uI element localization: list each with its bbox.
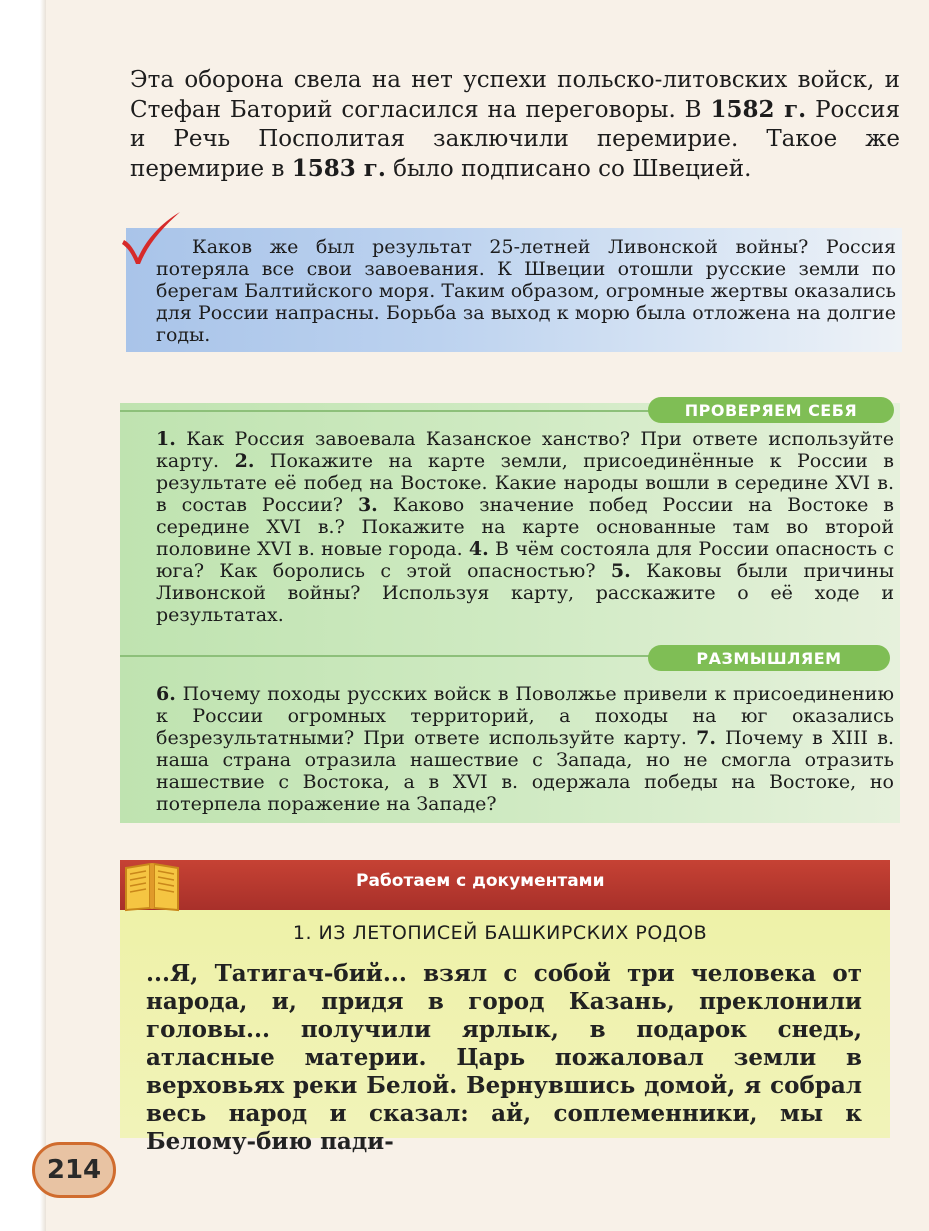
documents-title: Работаем с документами <box>356 871 605 891</box>
question-number: 7. <box>696 727 716 749</box>
document-heading: 1. ИЗ ЛЕТОПИСЕЙ БАШКИРСКИХ РОДОВ <box>292 922 708 944</box>
intro-text-2: Россия и Речь Посполитая заключили перемирие. Такое же перемирие в <box>130 97 900 182</box>
intro-year-1583: 1583 г. <box>291 155 386 182</box>
book-spine <box>0 0 46 1231</box>
question-text: Каково значение побед России на Востоке в середине XVI в.? Покажите на карте основанные там во второй половине XVI в. новые города. <box>156 494 895 560</box>
check-questions <box>156 428 894 626</box>
checkmark-icon <box>118 210 184 266</box>
intro-year-1582: 1582 г. <box>710 96 807 123</box>
page-number: 214 <box>32 1142 116 1198</box>
think-questions <box>156 683 894 815</box>
document-text: ...Я, Татигач-бий... взял с собой три человека от народа, и, придя в город Казань, преклонили головы... получили ярлык, в подарок снедь, атласные материи. Царь пожаловал земли в верховьях реки Белой. Вернувшись домой, я собрал весь народ и сказал: ай, соплеменники, мы к Белому-бию пади- <box>146 960 862 1155</box>
think-label: РАЗМЫШЛЯЕМ <box>648 645 890 671</box>
think-rule <box>120 655 650 657</box>
question-text: Покажите на карте земли, присоединённые к России в результате её побед на Востоке. Какие народы вошли в середине XVI в. в состав России? <box>156 450 894 516</box>
question-number: 2. <box>234 450 255 472</box>
book-icon <box>120 858 184 914</box>
intro-text-1: Эта оборона свела на нет успехи польско-литовских войск, и Стефан Баторий согласился на переговоры. В <box>130 67 900 123</box>
question-text: В чём состояла для России опасность с юга? Как боролись с этой опасностью? <box>156 538 895 582</box>
intro-text-3: было подписано со Швецией. <box>385 156 752 182</box>
summary-text: Каков же был результат 25-летней Ливонской войны? Россия потеряла все свои завоевания. К Швеции отошли русские земли по берегам Балтийского моря. Таким образом, огромные жертвы оказались для России напрасны. Борьба за выход к морю была отложена на долгие годы. <box>156 236 896 346</box>
summary-block <box>126 228 902 352</box>
question-number: 6. <box>156 683 176 705</box>
question-text: Почему походы русских войск в Поволжье привели к присоединению к России огромных территорий, а походы на юг оказались безрезультатными? При ответе используйте карту. <box>156 683 894 749</box>
question-text: Каковы были причины Ливонской войны? Используя карту, расскажите о её ходе и результатах. <box>156 560 894 626</box>
question-number: 1. <box>156 428 176 450</box>
question-number: 3. <box>357 494 378 516</box>
check-yourself-label: ПРОВЕРЯЕМ СЕБЯ <box>648 397 894 423</box>
summary-paragraph <box>156 236 896 346</box>
question-number: 4. <box>468 538 489 560</box>
question-number: 5. <box>610 560 631 582</box>
question-text: Как Россия завоевала Казанское ханство? При ответе используйте карту. <box>156 428 894 472</box>
question-text: Почему в XIII в. наша страна отразила нашествие с Запада, но не смогла отразить нашествие с Востока, а в XVI в. одержала победы на Востоке, но потерпела поражение на Западе? <box>156 727 895 815</box>
intro-paragraph <box>130 66 900 184</box>
check-rule <box>120 410 650 412</box>
